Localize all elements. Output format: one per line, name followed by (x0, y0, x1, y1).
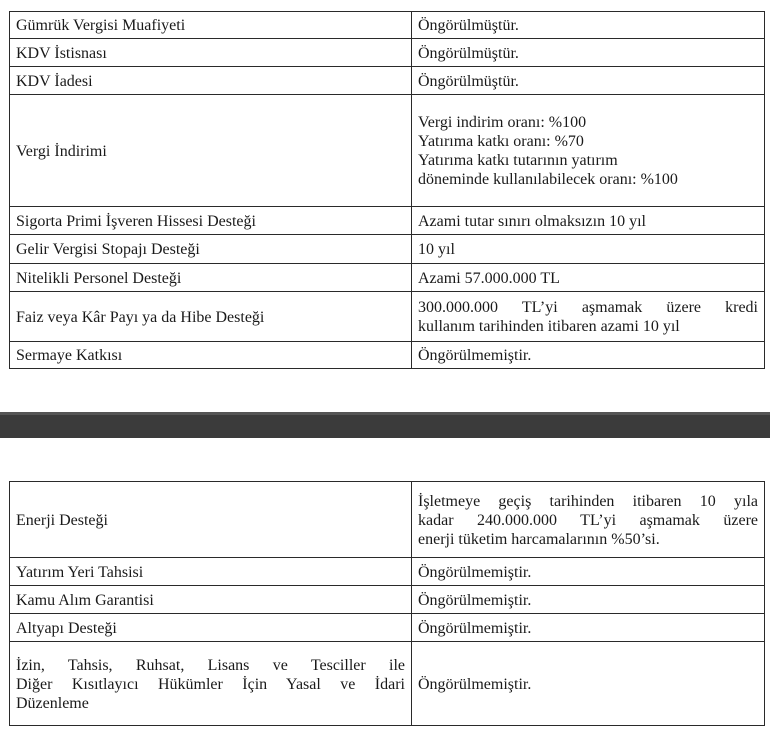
row-label: Faiz veya Kâr Payı ya da Hibe Desteği (10, 292, 412, 342)
value-line: kadar 240.000.000 TL’yi aşmamak üzere (418, 511, 758, 529)
incentives-table-top (9, 11, 765, 369)
label-line: Diğer Kısıtlayıcı Hükümler İçin Yasal ve İdari (16, 675, 405, 693)
table-row (10, 482, 765, 558)
table-row (10, 614, 765, 642)
table-row (10, 12, 765, 39)
row-label: Sermaye Katkısı (10, 342, 412, 369)
table-row (10, 67, 765, 95)
value-line: Vergi indirim oranı: %100 (418, 114, 587, 131)
table-row (10, 264, 765, 292)
row-label: Enerji Desteği (10, 482, 412, 558)
value-line: İşletmeye geçiş tarihinden itibaren 10 yıla (418, 492, 758, 510)
value-line: Yatırıma katkı oranı: %70 (418, 133, 584, 150)
row-value: Öngörülmemiştir. (412, 586, 765, 614)
row-label: Nitelikli Personel Desteği (10, 264, 412, 292)
label-line: Düzenleme (16, 694, 89, 712)
row-label: Gelir Vergisi Stopajı Desteği (10, 235, 412, 264)
row-value: Öngörülmemiştir. (412, 642, 765, 726)
table-row (10, 642, 765, 726)
row-label (10, 642, 412, 726)
row-value: Öngörülmüştür. (412, 12, 765, 39)
row-label: KDV İadesi (10, 67, 412, 95)
row-label: Sigorta Primi İşveren Hissesi Desteği (10, 207, 412, 235)
incentives-table-bottom (9, 481, 765, 726)
page-divider (0, 412, 770, 438)
table-row (10, 586, 765, 614)
table-row (10, 39, 765, 67)
row-value: Öngörülmemiştir. (412, 558, 765, 586)
page-divider-edge (0, 412, 770, 415)
row-label: Altyapı Desteği (10, 614, 412, 642)
value-line: döneminde kullanılabilecek oranı: %100 (418, 171, 678, 188)
row-value (412, 292, 765, 342)
table-row (10, 95, 765, 207)
row-value (412, 482, 765, 558)
label-line: İzin, Tahsis, Ruhsat, Lisans ve Tesciller ile (16, 656, 405, 674)
table-row (10, 292, 765, 342)
row-label: Gümrük Vergisi Muafiyeti (10, 12, 412, 39)
value-line: 300.000.000 TL’yi aşmamak üzere kredi (418, 299, 758, 316)
row-value: Öngörülmemiştir. (412, 342, 765, 369)
row-value: Azami tutar sınırı olmaksızın 10 yıl (412, 207, 765, 235)
row-value: Öngörülmüştür. (412, 39, 765, 67)
row-value: Öngörülmüştür. (412, 67, 765, 95)
table-row (10, 558, 765, 586)
table-row (10, 235, 765, 264)
row-label: Yatırım Yeri Tahsisi (10, 558, 412, 586)
value-line: enerji tüketim harcamalarının %50’si. (418, 530, 660, 548)
table-row (10, 342, 765, 369)
row-value: Öngörülmemiştir. (412, 614, 765, 642)
row-label: Vergi İndirimi (10, 95, 412, 207)
row-value: 10 yıl (412, 235, 765, 264)
row-value (412, 95, 765, 207)
row-value: Azami 57.000.000 TL (412, 264, 765, 292)
table-row (10, 207, 765, 235)
value-line: kullanım tarihinden itibaren azami 10 yıl (418, 318, 680, 335)
value-line: Yatırıma katkı tutarının yatırım (418, 152, 618, 169)
row-label: Kamu Alım Garantisi (10, 586, 412, 614)
row-label: KDV İstisnası (10, 39, 412, 67)
